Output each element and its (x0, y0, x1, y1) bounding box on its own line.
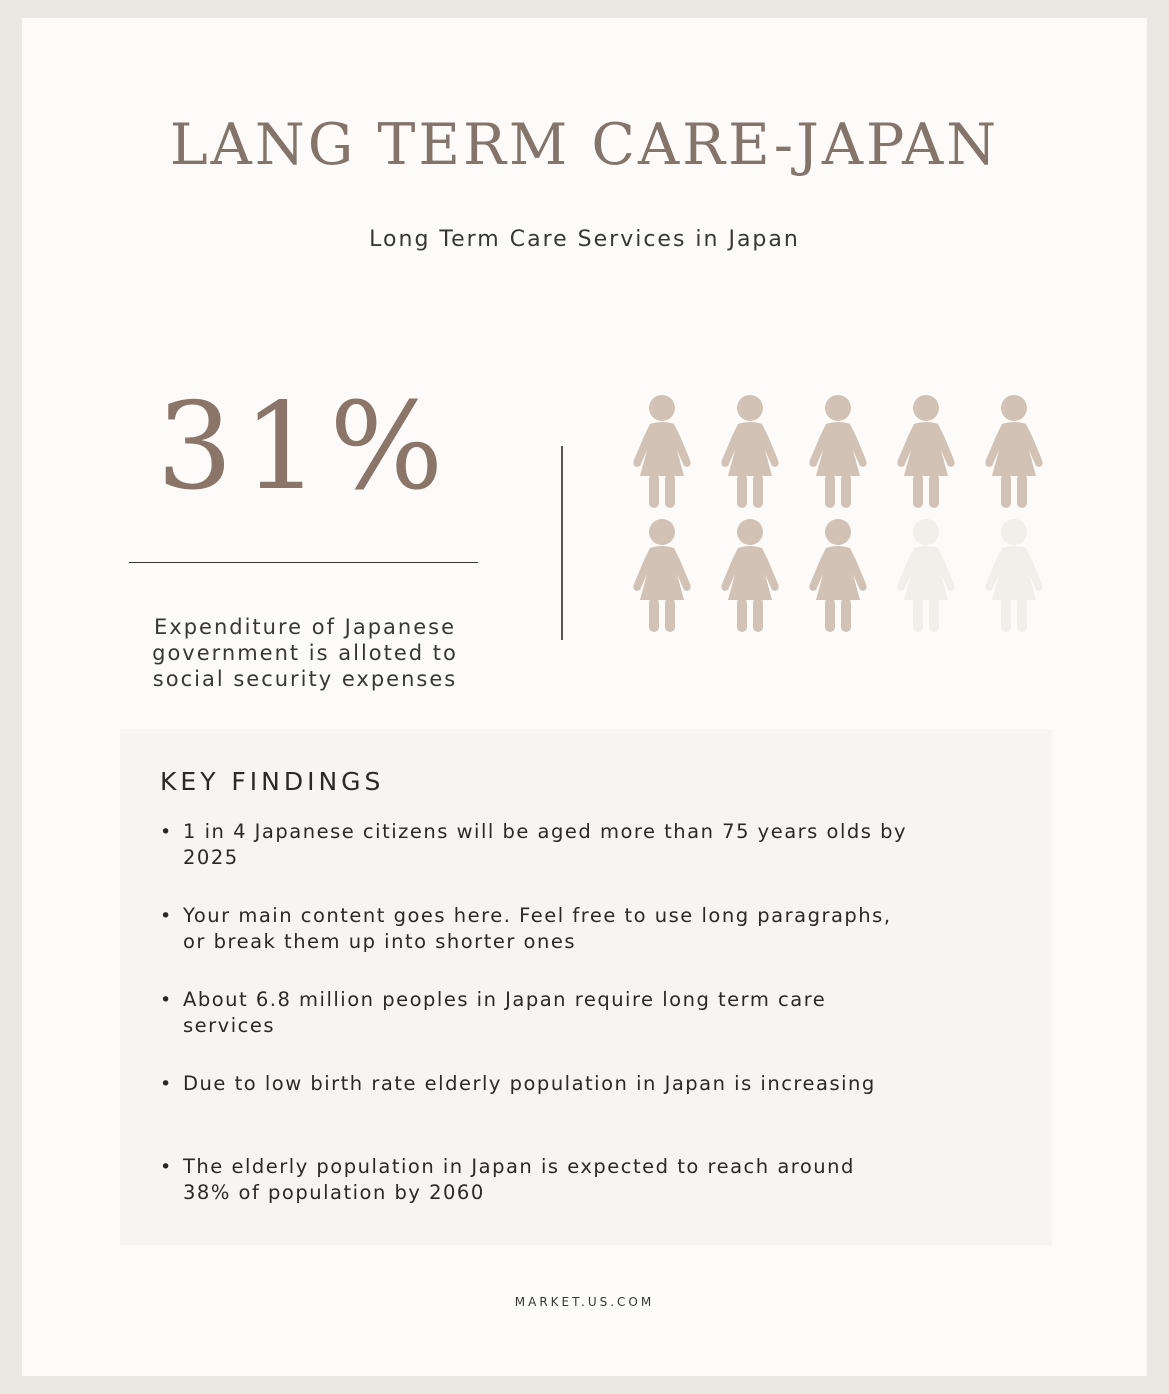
stat-caption-line: Expenditure of Japanese (154, 615, 456, 639)
person-icon (974, 394, 1054, 512)
person-icon (710, 518, 790, 636)
page-title: LANG TERM CARE-JAPAN (169, 112, 1000, 178)
footer-source: MARKET.US.COM (514, 1295, 655, 1309)
finding-line: About 6.8 million peoples in Japan require long term care (183, 988, 827, 1011)
key-findings-title: KEY FINDINGS (160, 767, 385, 796)
stat-caption (90, 614, 520, 692)
bullet-icon: • (160, 1156, 173, 1178)
bullet-icon: • (160, 905, 173, 927)
person-icon (798, 518, 878, 636)
finding-line: Your main content goes here. Feel free to use long paragraphs, (183, 904, 892, 927)
finding-line: 2025 (183, 846, 239, 869)
person-icon (798, 394, 878, 512)
finding-item (160, 987, 1020, 1039)
vertical-divider (561, 446, 563, 640)
bullet-icon: • (160, 989, 173, 1011)
finding-line: The elderly population in Japan is expected to reach around (183, 1155, 855, 1178)
person-icon (622, 518, 702, 636)
person-icon (886, 518, 966, 636)
finding-item (160, 819, 1020, 871)
finding-item (160, 1071, 1020, 1097)
finding-line: or break them up into shorter ones (183, 930, 577, 953)
person-icon (710, 394, 790, 512)
person-icon (622, 394, 702, 512)
stat-caption-line: government is alloted to (152, 641, 458, 665)
people-pictogram (622, 394, 1062, 644)
person-icon (886, 394, 966, 512)
stat-value: 31% (156, 378, 454, 517)
bullet-icon: • (160, 1073, 173, 1095)
finding-line: 1 in 4 Japanese citizens will be aged more than 75 years olds by (183, 820, 908, 843)
finding-line: services (183, 1014, 276, 1037)
key-findings-panel (120, 729, 1052, 1245)
stat-caption-line: social security expenses (152, 667, 458, 691)
finding-line: 38% of population by 2060 (183, 1181, 485, 1204)
person-icon (974, 518, 1054, 636)
bullet-icon: • (160, 821, 173, 843)
finding-item (160, 1154, 1020, 1206)
stat-divider (129, 562, 478, 563)
page-subtitle: Long Term Care Services in Japan (369, 227, 800, 252)
finding-item (160, 903, 1020, 955)
finding-line: Due to low birth rate elderly population in Japan is increasing (183, 1072, 876, 1095)
